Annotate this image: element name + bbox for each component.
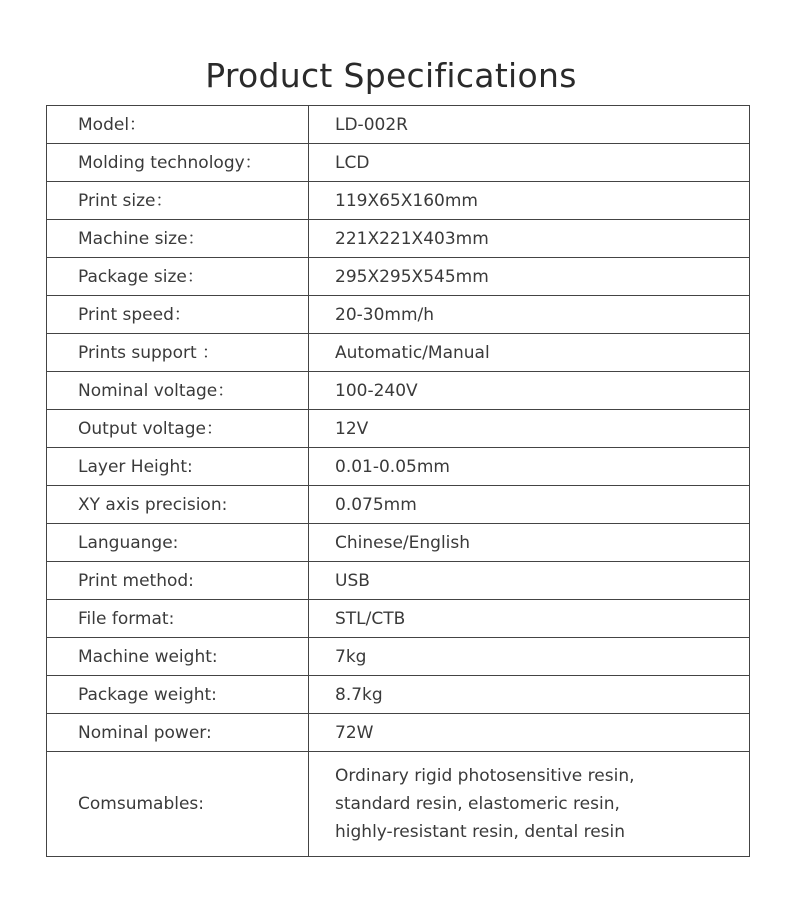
spec-label: Print speed： [47,296,309,334]
spec-value: USB [309,562,750,600]
spec-value: 119X65X160mm [309,182,750,220]
spec-label: Comsumables: [47,752,309,857]
page-title: Product Specifications [205,56,577,96]
spec-row-machine-size [47,220,750,258]
spec-row-print-size [47,182,750,220]
spec-row-language [47,524,750,562]
spec-value: 100-240V [309,372,750,410]
spec-row-layer-height [47,448,750,486]
spec-row-nominal-voltage [47,372,750,410]
spec-label: Output voltage： [47,410,309,448]
spec-row-machine-weight [47,638,750,676]
consumables-line: Ordinary rigid photosensitive resin, [335,766,635,786]
spec-value: 8.7kg [309,676,750,714]
spec-label: Languange: [47,524,309,562]
spec-label: XY axis precision: [47,486,309,524]
spec-label: Nominal power: [47,714,309,752]
spec-row-prints-support [47,334,750,372]
spec-label: Print method: [47,562,309,600]
spec-row-output-voltage [47,410,750,448]
spec-value: 72W [309,714,750,752]
specifications-table [46,105,750,857]
spec-value: Chinese/English [309,524,750,562]
spec-value: 12V [309,410,750,448]
spec-value: LCD [309,144,750,182]
spec-row-print-method [47,562,750,600]
spec-value: 7kg [309,638,750,676]
spec-label: Print size： [47,182,309,220]
spec-value: 0.075mm [309,486,750,524]
spec-label: Model： [47,106,309,144]
spec-label: Nominal voltage： [47,372,309,410]
consumables-line: highly-resistant resin, dental resin [335,822,626,842]
spec-label: Machine size： [47,220,309,258]
spec-label: Layer Height: [47,448,309,486]
consumables-line: standard resin, elastomeric resin, [335,794,620,814]
spec-label: File format: [47,600,309,638]
spec-row-file-format [47,600,750,638]
spec-value: LD-002R [309,106,750,144]
spec-value: Automatic/Manual [309,334,750,372]
spec-row-nominal-power [47,714,750,752]
spec-row-print-speed [47,296,750,334]
spec-label: Machine weight: [47,638,309,676]
spec-value: STL/CTB [309,600,750,638]
spec-row-consumables [47,752,750,857]
spec-value: 0.01-0.05mm [309,448,750,486]
spec-value: 221X221X403mm [309,220,750,258]
spec-row-molding-technology [47,144,750,182]
spec-value-multiline [309,752,750,857]
spec-label: Package weight: [47,676,309,714]
spec-row-package-size [47,258,750,296]
spec-value: 20-30mm/h [309,296,750,334]
spec-row-model [47,106,750,144]
spec-value: 295X295X545mm [309,258,750,296]
spec-label: Package size： [47,258,309,296]
spec-label: Prints support ： [47,334,309,372]
spec-row-package-weight [47,676,750,714]
spec-row-xy-axis-precision [47,486,750,524]
spec-label: Molding technology： [47,144,309,182]
